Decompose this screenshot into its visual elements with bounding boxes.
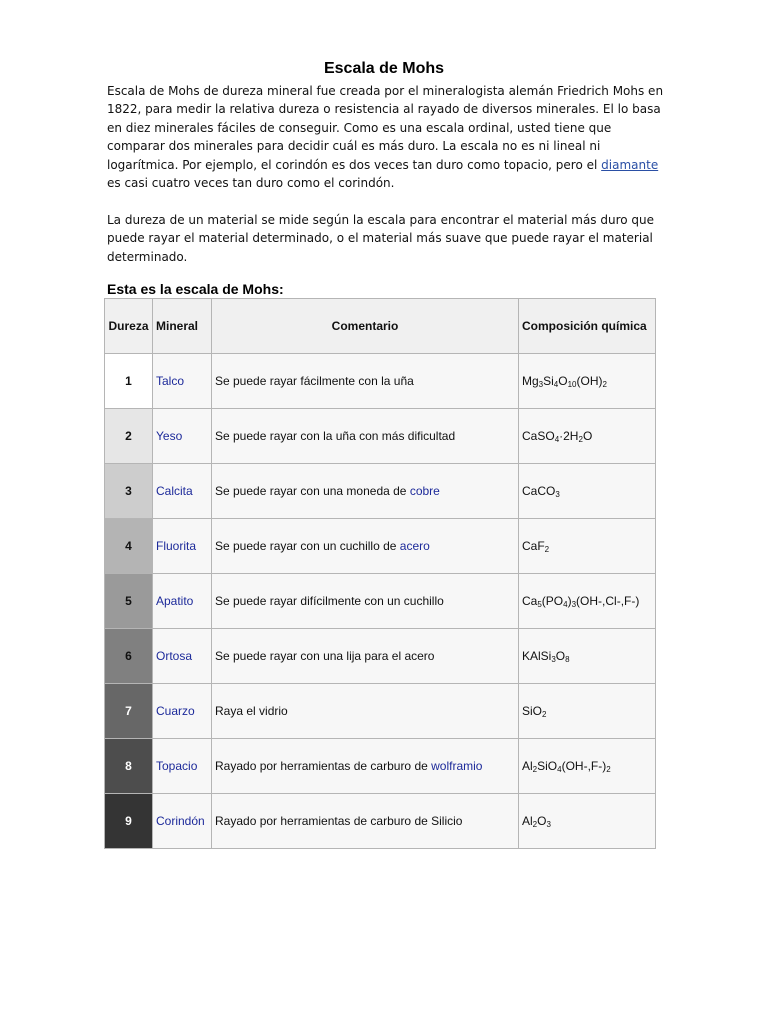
intro-text-before: Escala de Mohs de dureza mineral fue creada por el mineralogista alemán Friedrich Mohs en 1822, para medir la relativa dureza o resistencia al rayado de diversos minerales. El lo basa en diez minerales fáciles de conseguir. Como es una escala ordinal, usted tiene que comparar dos minerales para decidir cuál es más duro. La escala no es ni lineal ni logarítmica. Por ejemplo, el corindón es dos veces tan duro como topacio, pero el [107,84,664,172]
cell-comentario [212,684,519,739]
cell-comentario [212,574,519,629]
cell-dureza: 1 [105,354,153,409]
mineral-link[interactable]: Corindón [156,814,205,828]
mineral-link[interactable]: Fluorita [156,539,197,553]
cell-comentario [212,409,519,464]
cell-composicion [519,464,656,519]
table-body [105,354,656,849]
formula-subscript: 3 [546,820,551,829]
table-header-row [105,299,656,354]
cell-comentario [212,354,519,409]
comentario-text: Raya el vidrio [215,704,288,718]
formula-subscript: 5 [537,600,542,609]
cell-composicion [519,629,656,684]
formula-subscript: 2 [602,380,607,389]
diamante-link[interactable]: diamante [601,157,659,172]
cell-composicion [519,409,656,464]
formula-part: ·2H [559,429,579,443]
table-heading: Esta es la escala de Mohs: [107,281,284,297]
cell-mineral [153,464,212,519]
table-row [105,794,656,849]
table-row [105,629,656,684]
cell-mineral [153,794,212,849]
cell-composicion [519,794,656,849]
formula-subscript: 4 [557,765,562,774]
formula-subscript: 3 [571,600,577,609]
header-comentario: Comentario [212,299,519,354]
mineral-link[interactable]: Calcita [156,484,193,498]
formula-subscript: 3 [538,380,544,389]
formula-subscript: 4 [563,600,568,609]
formula-part: SiO [537,759,558,773]
formula-part: (OH-,Cl-,F-) [576,594,640,608]
intro-text-after: es casi cuatro veces tan duro como el corindón. [107,176,395,191]
cell-dureza: 8 [105,739,153,794]
hardness-paragraph [107,211,667,266]
cell-dureza: 3 [105,464,153,519]
formula-part: O [582,429,593,443]
formula-part: Mg [522,374,539,388]
table-row [105,464,656,519]
formula-part: (PO [541,594,564,608]
cell-dureza: 6 [105,629,153,684]
formula-part: ) [567,594,572,608]
cell-composicion [519,739,656,794]
intro-paragraph [107,82,667,192]
cell-mineral [153,629,212,684]
formula-subscript: 2 [532,820,538,829]
hardness-text: La dureza de un material se mide según la escala para encontrar el material más duro que puede rayar el material determinado, o el material más suave que puede rayar el material determinado. [107,213,655,264]
formula-subscript: 2 [532,765,538,774]
formula-part: O [558,374,568,388]
formula-part: CaSO [522,429,555,443]
mohs-table [104,298,656,849]
cell-mineral [153,684,212,739]
formula-part: Si [543,374,554,388]
cell-dureza: 2 [105,409,153,464]
cell-mineral [153,574,212,629]
comentario-text: Se puede rayar con un cuchillo de [215,539,400,553]
comentario-link[interactable]: acero [399,539,430,553]
comentario-link[interactable]: cobre [409,484,440,498]
comentario-text: Rayado por herramientas de carburo de [215,759,432,773]
mineral-link[interactable]: Talco [156,374,185,388]
comentario-text: Se puede rayar con una lija para el acero [215,649,435,663]
cell-comentario [212,739,519,794]
formula-subscript: 2 [542,710,547,719]
mineral-link[interactable]: Ortosa [156,649,193,663]
cell-mineral [153,354,212,409]
formula-subscript: 4 [554,435,560,444]
formula-part: (OH) [576,374,603,388]
cell-comentario [212,629,519,684]
header-composicion: Composición química [519,299,656,354]
cell-dureza: 5 [105,574,153,629]
header-mineral: Mineral [153,299,212,354]
formula-subscript: 8 [565,655,570,664]
table-row [105,684,656,739]
comentario-text: Se puede rayar difícilmente con un cuchillo [215,594,444,608]
formula-part: (OH-,F-) [561,759,607,773]
header-dureza: Dureza [105,299,153,354]
table-row [105,519,656,574]
formula-part: CaCO [522,484,556,498]
comentario-text: Se puede rayar fácilmente con la uña [215,374,414,388]
formula-part: CaF [522,539,545,553]
table-row [105,574,656,629]
mineral-link[interactable]: Apatito [156,594,194,608]
mineral-link[interactable]: Yeso [156,429,183,443]
formula-part: O [537,814,547,828]
formula-subscript: 2 [544,545,550,554]
formula-subscript: 10 [567,380,577,389]
cell-composicion [519,354,656,409]
comentario-text: Se puede rayar con la uña con más dificultad [215,429,456,443]
table-row [105,354,656,409]
comentario-text: Rayado por herramientas de carburo de Silicio [215,814,463,828]
comentario-text: Se puede rayar con una moneda de [215,484,410,498]
cell-composicion [519,574,656,629]
mineral-link[interactable]: Topacio [156,759,198,773]
formula-subscript: 2 [578,435,583,444]
cell-comentario [212,794,519,849]
formula-part: Al [522,814,533,828]
formula-subscript: 3 [551,655,556,664]
formula-subscript: 3 [555,490,560,499]
cell-dureza: 4 [105,519,153,574]
cell-mineral [153,409,212,464]
cell-comentario [212,519,519,574]
formula-subscript: 2 [606,765,611,774]
cell-mineral [153,739,212,794]
formula-part: Ca [522,594,538,608]
formula-part: SiO [522,704,543,718]
cell-composicion [519,684,656,739]
formula-part: KAlSi [522,649,552,663]
cell-composicion [519,519,656,574]
formula-part: Al [522,759,533,773]
cell-mineral [153,519,212,574]
table-row [105,739,656,794]
page-title: Escala de Mohs [323,60,445,77]
mineral-link[interactable]: Cuarzo [156,704,195,718]
comentario-link[interactable]: wolframio [431,759,483,773]
formula-part: O [555,649,566,663]
cell-dureza: 7 [105,684,153,739]
table-row [105,409,656,464]
formula-subscript: 4 [553,380,559,389]
cell-dureza: 9 [105,794,153,849]
cell-comentario [212,464,519,519]
